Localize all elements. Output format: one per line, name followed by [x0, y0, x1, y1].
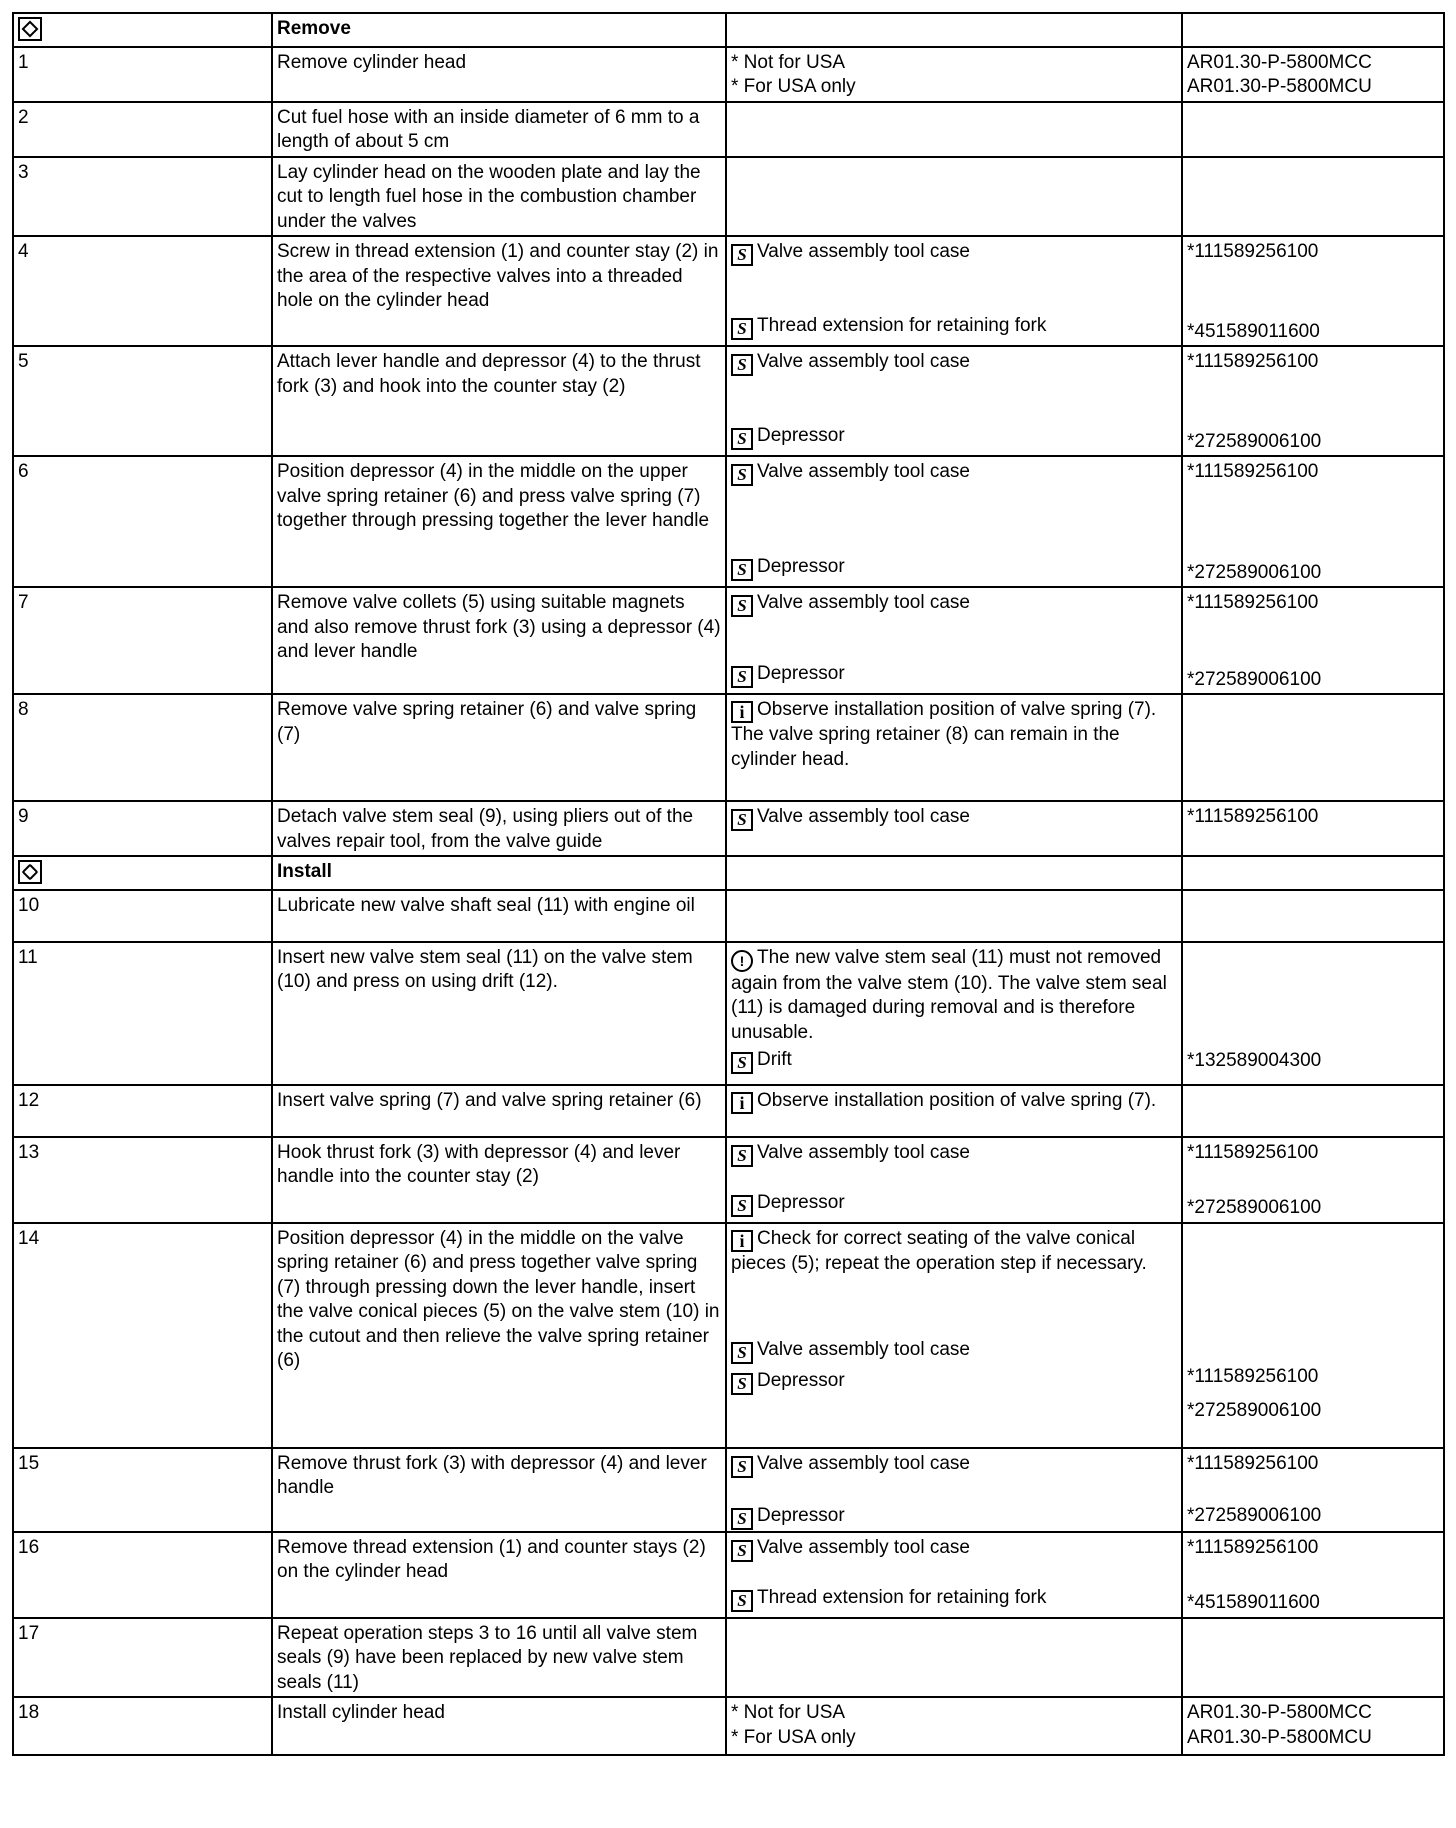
step-number: 6: [13, 456, 272, 587]
step-toolrefs[interactable]: [1182, 1223, 1444, 1448]
step-toolrefs[interactable]: [1182, 1137, 1444, 1223]
tool-item: S Valve assembly tool case: [731, 1338, 1177, 1364]
install-symbol-cell: [13, 856, 272, 890]
tool-number-link[interactable]: *111589256100: [1187, 1536, 1319, 1558]
table-row: [13, 346, 1444, 456]
step-tools: [726, 456, 1182, 587]
step-number: 11: [13, 942, 272, 1085]
section-title: Remove: [272, 13, 726, 47]
reference-link[interactable]: AR01.30-P-5800MCU: [1187, 76, 1372, 97]
step-number: 7: [13, 587, 272, 694]
special-tool-icon: S: [731, 1456, 753, 1478]
step-text: Remove valve collets (5) using suitable magnets and also remove thrust fork (3) using a depressor (4) and lever handle: [272, 587, 726, 694]
step-text: Hook thrust fork (3) with depressor (4) and lever handle into the counter stay (2): [272, 1137, 726, 1223]
tool-item: S Thread extension for retaining fork: [731, 1586, 1177, 1612]
table-row: [13, 694, 1444, 801]
step-tools: [726, 1532, 1182, 1618]
step-number: 12: [13, 1085, 272, 1137]
reference-link[interactable]: AR01.30-P-5800MCU: [1187, 1726, 1372, 1748]
step-number: 4: [13, 236, 272, 346]
step-text: Insert new valve stem seal (11) on the valve stem (10) and press on using drift (12).: [272, 942, 726, 1085]
step-number: 8: [13, 694, 272, 801]
tool-number-link[interactable]: *272589006100: [1187, 561, 1322, 583]
table-row: [13, 47, 1444, 102]
note-line: * Not for USA: [731, 51, 846, 73]
tool-item: S Depressor: [731, 1191, 1177, 1217]
special-tool-icon: S: [731, 1590, 753, 1612]
step-number: 10: [13, 890, 272, 942]
table-row: [13, 236, 1444, 346]
tool-number-link[interactable]: *111589256100: [1187, 351, 1319, 372]
special-tool-icon: S: [731, 428, 753, 450]
tool-item: S Valve assembly tool case: [731, 350, 1177, 376]
step-number: 14: [13, 1223, 272, 1448]
install-symbol-icon: [18, 860, 42, 884]
step-text: Install cylinder head: [272, 1697, 726, 1755]
table-row: [13, 801, 1444, 856]
step-number: 15: [13, 1448, 272, 1532]
table-row: [13, 890, 1444, 942]
reference-link[interactable]: AR01.30-P-5800MCC: [1187, 51, 1372, 73]
special-tool-icon: S: [731, 1373, 753, 1395]
step-number: 16: [13, 1532, 272, 1618]
table-row: [13, 587, 1444, 694]
tool-number-link[interactable]: *272589006100: [1187, 1400, 1322, 1421]
section-header-remove: [13, 13, 1444, 47]
step-number: 13: [13, 1137, 272, 1223]
special-tool-icon: S: [731, 1195, 753, 1217]
step-toolrefs[interactable]: [1182, 587, 1444, 694]
table-row: [13, 157, 1444, 237]
special-tool-icon: S: [731, 809, 753, 831]
special-tool-icon: S: [731, 1540, 753, 1562]
info-icon: i: [731, 1230, 753, 1252]
step-text: Remove valve spring retainer (6) and valve spring (7): [272, 694, 726, 801]
tool-item: S Valve assembly tool case: [731, 1452, 1177, 1478]
note-line: * Not for USA: [731, 1702, 846, 1723]
table-row: [13, 1085, 1444, 1137]
tool-number-link[interactable]: *272589006100: [1187, 668, 1322, 690]
step-text: Position depressor (4) in the middle on the upper valve spring retainer (6) and press valve spring (7) together through pressing together the lever handle: [272, 456, 726, 587]
remove-symbol-icon: [18, 17, 42, 41]
step-text: Repeat operation steps 3 to 16 until all valve stem seals (9) have been replaced by new valve stem seals (11): [272, 1618, 726, 1698]
tool-item: S Thread extension for retaining fork: [731, 314, 1177, 340]
step-text: Remove thread extension (1) and counter stays (2) on the cylinder head: [272, 1532, 726, 1618]
step-info: i Observe installation position of valve spring (7). The valve spring retainer (8) can remain in the cylinder head.: [726, 694, 1182, 801]
table-row: [13, 1448, 1444, 1532]
table-row: [13, 456, 1444, 587]
step-number: 17: [13, 1618, 272, 1698]
tool-item: S Valve assembly tool case: [731, 1141, 1177, 1167]
special-tool-icon: S: [731, 1342, 753, 1364]
tool-item: S Depressor: [731, 424, 1177, 450]
tool-item: S Valve assembly tool case: [731, 460, 1177, 486]
tool-item: S Depressor: [731, 1504, 1177, 1530]
note-line: * For USA only: [731, 1726, 856, 1748]
special-tool-icon: S: [731, 354, 753, 376]
caution-icon: !: [731, 950, 753, 972]
tool-number-link[interactable]: *272589006100: [1187, 1197, 1322, 1218]
tool-number-link[interactable]: *111589256100: [1187, 1452, 1319, 1474]
special-tool-icon: S: [731, 559, 753, 581]
tool-number-link[interactable]: *451589011600: [1187, 320, 1320, 342]
tool-item: S Valve assembly tool case: [731, 240, 1177, 266]
table-row: [13, 1618, 1444, 1698]
tool-item: S Valve assembly tool case: [731, 805, 1177, 831]
tool-number-link[interactable]: *111589256100: [1187, 1141, 1319, 1163]
special-tool-icon: S: [731, 1052, 753, 1074]
step-tools: [726, 1137, 1182, 1223]
step-toolrefs[interactable]: [1182, 942, 1444, 1085]
step-toolrefs[interactable]: [1182, 1532, 1444, 1618]
step-number: 1: [13, 47, 272, 102]
step-refs[interactable]: [1182, 1697, 1444, 1755]
step-text: Detach valve stem seal (9), using pliers out of the valves repair tool, from the valve guide: [272, 801, 726, 856]
procedure-document: [12, 12, 1443, 1756]
step-number: 9: [13, 801, 272, 856]
step-text: Lay cylinder head on the wooden plate and lay the cut to length fuel hose in the combustion chamber under the valves: [272, 157, 726, 237]
tool-item: S Depressor: [731, 662, 1177, 688]
step-number: 3: [13, 157, 272, 237]
special-tool-icon: S: [731, 1508, 753, 1530]
table-row: [13, 942, 1444, 1085]
step-notes: [726, 1697, 1182, 1755]
step-toolrefs[interactable]: [1182, 456, 1444, 587]
table-row: [13, 1223, 1444, 1448]
step-toolrefs[interactable]: [1182, 801, 1444, 856]
info-icon: i: [731, 701, 753, 723]
step-tools: [726, 236, 1182, 346]
remove-symbol-cell: [13, 13, 272, 47]
step-number: 5: [13, 346, 272, 456]
table-row: [13, 1137, 1444, 1223]
step-text: Position depressor (4) in the middle on the valve spring retainer (6) and press together valve spring (7) through pressing down the lever handle, insert the valve conical pieces (5) on the valve stem (10) in the cutout and then relieve the valve spring retainer (6): [272, 1223, 726, 1448]
step-text: Attach lever handle and depressor (4) to the thrust fork (3) and hook into the counter stay (2): [272, 346, 726, 456]
tool-number-link[interactable]: *272589006100: [1187, 430, 1322, 452]
table-row: [13, 1697, 1444, 1755]
step-number: 2: [13, 102, 272, 157]
step-tools: [726, 801, 1182, 856]
step-toolrefs[interactable]: [1182, 1448, 1444, 1532]
procedure-table: [12, 12, 1445, 1756]
step-text: Remove thrust fork (3) with depressor (4) and lever handle: [272, 1448, 726, 1532]
step-tools: [726, 1448, 1182, 1532]
tool-item: S Depressor: [731, 1369, 1177, 1395]
tool-number-link[interactable]: *451589011600: [1187, 1592, 1320, 1613]
step-caution: ! The new valve stem seal (11) must not removed again from the valve stem (10). The valve stem seal (11) is damaged during removal and is therefore unusable. S Drift: [726, 942, 1182, 1085]
special-tool-icon: S: [731, 464, 753, 486]
step-refs[interactable]: [1182, 47, 1444, 102]
special-tool-icon: S: [731, 318, 753, 340]
info-icon: i: [731, 1092, 753, 1114]
step-info: i Observe installation position of valve spring (7).: [726, 1085, 1182, 1137]
step-text: Screw in thread extension (1) and counter stay (2) in the area of the respective valves into a threaded hole on the cylinder head: [272, 236, 726, 346]
step-text: Remove cylinder head: [272, 47, 726, 102]
step-toolrefs[interactable]: [1182, 346, 1444, 456]
step-number: 18: [13, 1697, 272, 1755]
step-notes: [726, 47, 1182, 102]
tool-item: S Valve assembly tool case: [731, 591, 1177, 617]
table-row: [13, 102, 1444, 157]
special-tool-icon: S: [731, 1145, 753, 1167]
special-tool-icon: S: [731, 244, 753, 266]
step-tools: [726, 587, 1182, 694]
tool-number-link[interactable]: *272589006100: [1187, 1505, 1322, 1526]
section-title: Install: [272, 856, 726, 890]
reference-link[interactable]: AR01.30-P-5800MCC: [1187, 1702, 1372, 1723]
tool-number-link[interactable]: *111589256100: [1187, 806, 1319, 827]
table-row: [13, 1532, 1444, 1618]
step-text: Cut fuel hose with an inside diameter of 6 mm to a length of about 5 cm: [272, 102, 726, 157]
step-tools: [726, 346, 1182, 456]
info-note: The valve spring retainer (8) can remain in the cylinder head.: [731, 724, 1120, 770]
step-text: Insert valve spring (7) and valve spring retainer (6): [272, 1085, 726, 1137]
special-tool-icon: S: [731, 595, 753, 617]
section-header-install: [13, 856, 1444, 890]
step-text: Lubricate new valve shaft seal (11) with engine oil: [272, 890, 726, 942]
tool-number-link[interactable]: *111589256100: [1187, 592, 1319, 613]
tool-item: S Depressor: [731, 555, 1177, 581]
tool-number-link[interactable]: *132589004300: [1187, 1049, 1322, 1071]
tool-number-link[interactable]: *111589256100: [1187, 461, 1319, 482]
tool-number-link[interactable]: *111589256100: [1187, 241, 1319, 262]
tool-number-link[interactable]: *111589256100: [1187, 1365, 1319, 1387]
special-tool-icon: S: [731, 666, 753, 688]
step-info: i Check for correct seating of the valve conical pieces (5); repeat the operation step if necessary. S Valve assembly tool case S Depressor: [726, 1223, 1182, 1448]
note-line: * For USA only: [731, 76, 856, 97]
step-toolrefs[interactable]: [1182, 236, 1444, 346]
tool-item: S Drift: [731, 1048, 1177, 1074]
tool-item: S Valve assembly tool case: [731, 1536, 1177, 1562]
